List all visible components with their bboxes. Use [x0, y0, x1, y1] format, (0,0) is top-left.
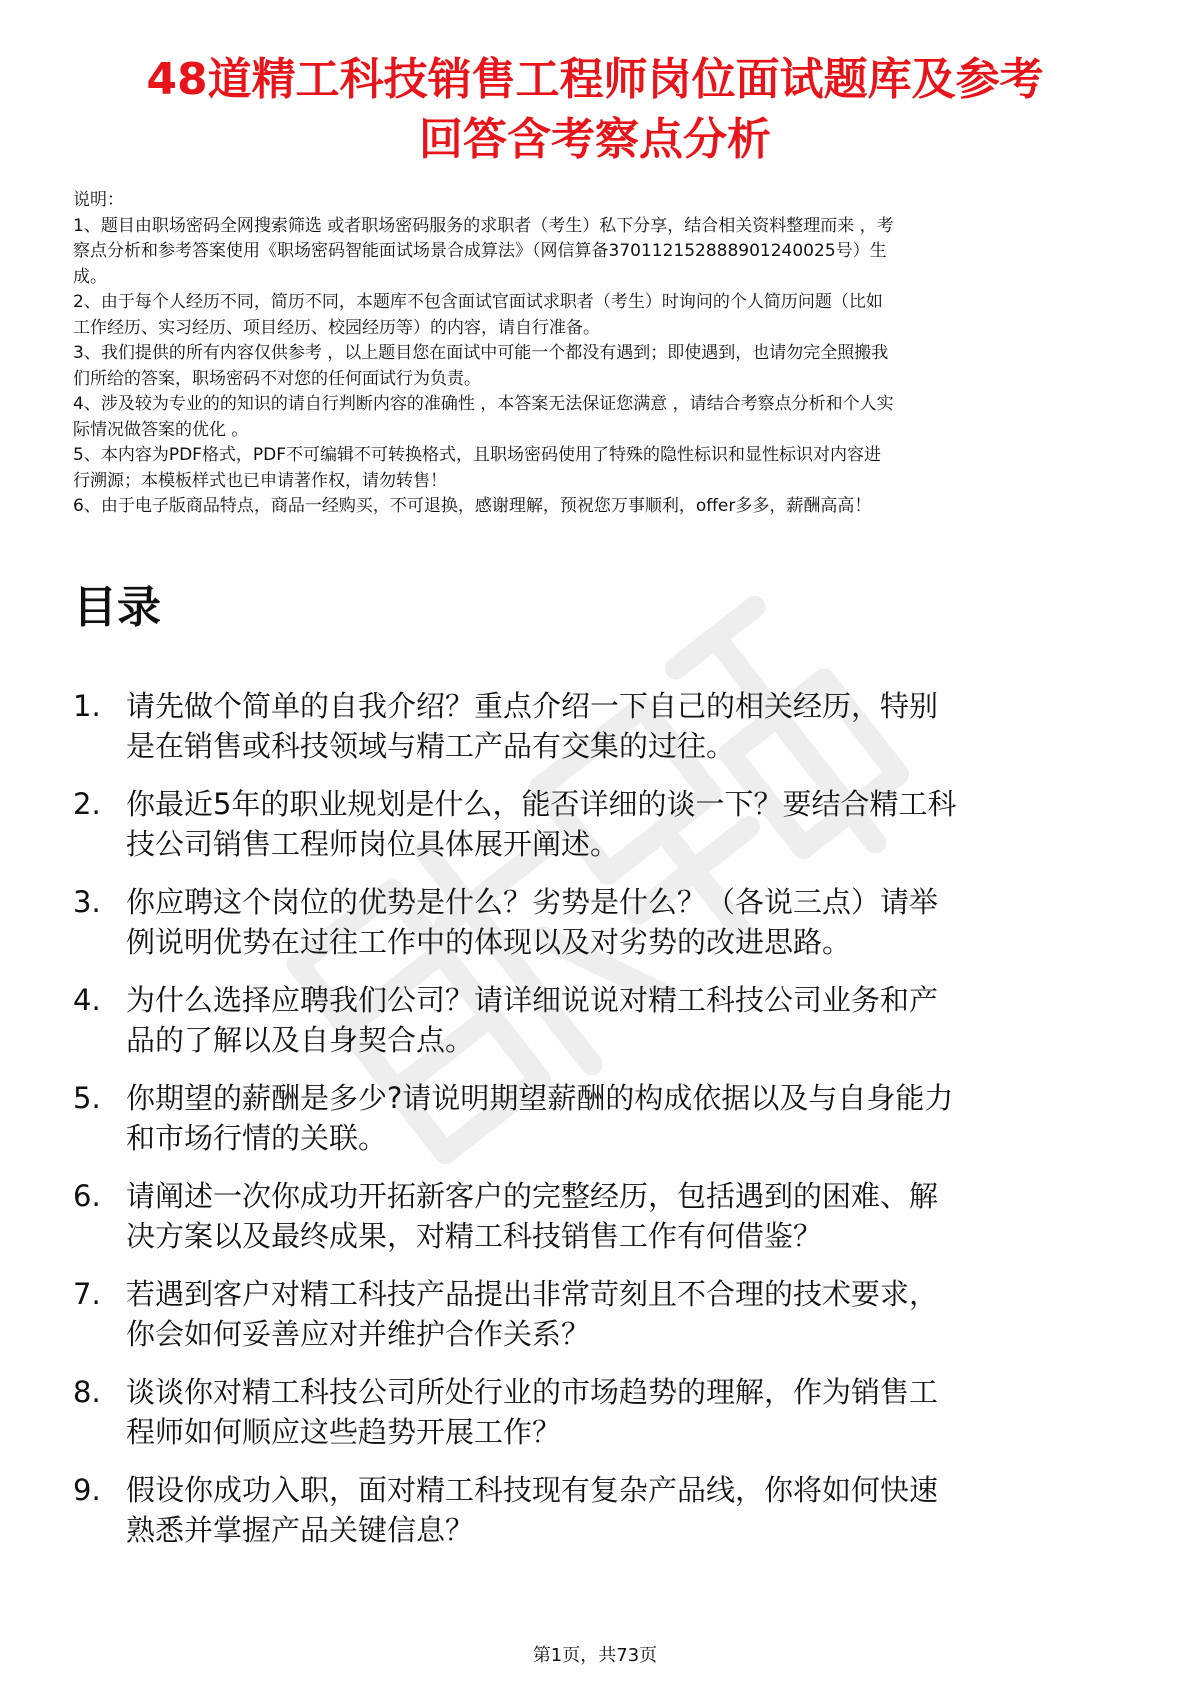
- toc-item[interactable]: [73, 1274, 1133, 1372]
- notes-line: 际情况做答案的优化 。: [73, 419, 249, 440]
- notes-line: 说明：: [73, 190, 124, 210]
- toc-item-number: 3.: [73, 885, 101, 919]
- toc-item-number: 7.: [73, 1277, 101, 1311]
- toc-list: [73, 686, 1133, 1568]
- toc-item[interactable]: [73, 980, 1133, 1078]
- toc-item[interactable]: [73, 1372, 1133, 1470]
- notes-line: 4、涉及较为专业的的知识的请自行判断内容的准确性 ，本答案无法保证您满意 ，请结合考察点分析和个人实: [73, 394, 894, 414]
- toc-item-text: [126, 1078, 1136, 1158]
- toc-item-line: 若遇到客户对精工科技产品提出非常苛刻且不合理的技术要求，: [126, 1277, 939, 1311]
- toc-item-line: 你会如何妥善应对并维护合作关系？: [126, 1317, 591, 1351]
- notes-line: 成。: [73, 266, 107, 287]
- toc-item-line: 请阐述一次你成功开拓新客户的完整经历，包括遇到的困难、解: [126, 1179, 939, 1213]
- notes-line: 2、由于每个人经历不同，简历不同，本题库不包含面试官面试求职者（考生）时询问的个人简历问题（比如: [73, 292, 883, 312]
- toc-item-text: [126, 1176, 1136, 1256]
- title-line: 48道精工科技销售工程师岗位面试题库及参考: [146, 54, 1044, 105]
- toc-item-line: 熟悉并掌握产品关键信息？: [126, 1513, 475, 1547]
- toc-item-line: 你应聘这个岗位的优势是什么？劣势是什么？（各说三点）请举: [126, 885, 939, 919]
- toc-item-line: 品的了解以及自身契合点。: [126, 1023, 475, 1057]
- toc-item-text: [126, 980, 1136, 1060]
- toc-item-number: 5.: [73, 1081, 101, 1115]
- notes-line: 行溯源；本模板样式也已申请著作权，请勿转售！: [73, 470, 447, 491]
- title-line: 回答含考察点分析: [419, 114, 771, 165]
- toc-item-line: 你期望的薪酬是多少?请说明期望薪酬的构成依据以及与自身能力: [126, 1081, 954, 1115]
- notes-line: 察点分析和参考答案使用《职场密码智能面试场景合成算法》（网信算备370112152888901240025号）生: [73, 241, 887, 261]
- toc-item-text: [126, 882, 1136, 962]
- toc-item-line: 技公司销售工程师岗位具体展开阐述。: [126, 827, 620, 861]
- toc-item[interactable]: [73, 686, 1133, 784]
- toc-item-line: 请先做个简单的自我介绍？重点介绍一下自己的相关经历，特别: [126, 689, 939, 723]
- toc-item[interactable]: [73, 1470, 1133, 1568]
- toc-item-number: 9.: [73, 1473, 101, 1507]
- toc-item-number: 8.: [73, 1375, 101, 1409]
- toc-item-number: 4.: [73, 983, 101, 1017]
- toc-item-line: 和市场行情的关联。: [126, 1121, 388, 1155]
- toc-item[interactable]: [73, 1176, 1133, 1274]
- toc-item-text: [126, 1470, 1136, 1550]
- toc-item-line: 例说明优势在过往工作中的体现以及对劣势的改进思路。: [126, 925, 852, 959]
- toc-item-text: [126, 1372, 1136, 1452]
- notes-line: 3、我们提供的所有内容仅供参考 ，以上题目您在面试中可能一个都没有遇到；即使遇到，也请勿完全照搬我: [73, 343, 889, 363]
- toc-item[interactable]: [73, 784, 1133, 882]
- document-title: [60, 50, 1130, 170]
- toc-item-text: [126, 1274, 1136, 1354]
- toc-item[interactable]: [73, 1078, 1133, 1176]
- toc-item-number: 6.: [73, 1179, 101, 1213]
- toc-item-line: 假设你成功入职，面对精工科技现有复杂产品线，你将如何快速: [126, 1473, 939, 1507]
- notes-line: 们所给的答案，职场密码不对您的任何面试行为负责。: [73, 368, 481, 389]
- toc-heading: 目录: [73, 582, 161, 633]
- toc-item-line: 决方案以及最终成果，对精工科技销售工作有何借鉴？: [126, 1219, 823, 1253]
- notes-line: 1、题目由职场密码全网搜索筛选 或者职场密码服务的求职者（考生）私下分享，结合相关资料整理而来 ，考: [73, 215, 894, 236]
- notes-line: 工作经历、实习经历、项目经历、校园经历等）的内容，请自行准备。: [73, 317, 600, 338]
- toc-item-text: [126, 686, 1136, 766]
- toc-item-number: 1.: [73, 689, 101, 723]
- toc-item-number: 2.: [73, 787, 101, 821]
- toc-item[interactable]: [73, 882, 1133, 980]
- toc-item-text: [126, 784, 1136, 864]
- toc-item-line: 为什么选择应聘我们公司？请详细说说对精工科技公司业务和产: [126, 983, 939, 1017]
- disclaimer-notes: [73, 188, 1123, 520]
- toc-item-line: 程师如何顺应这些趋势开展工作？: [126, 1415, 562, 1449]
- page-footer: 第1页，共73页: [532, 1645, 658, 1666]
- toc-item-line: 谈谈你对精工科技公司所处行业的市场趋势的理解，作为销售工: [126, 1375, 939, 1409]
- notes-line: 5、本内容为PDF格式，PDF不可编辑不可转换格式，且职场密码使用了特殊的隐性标识和显性标识对内容进: [73, 445, 882, 465]
- toc-item-line: 是在销售或科技领域与精工产品有交集的过往。: [126, 729, 736, 763]
- notes-line: 6、由于电子版商品特点，商品一经购买，不可退换，感谢理解，预祝您万事顺利，offer多多，薪酬高高！: [73, 496, 872, 516]
- toc-item-line: 你最近5年的职业规划是什么，能否详细的谈一下？要结合精工科: [126, 787, 957, 821]
